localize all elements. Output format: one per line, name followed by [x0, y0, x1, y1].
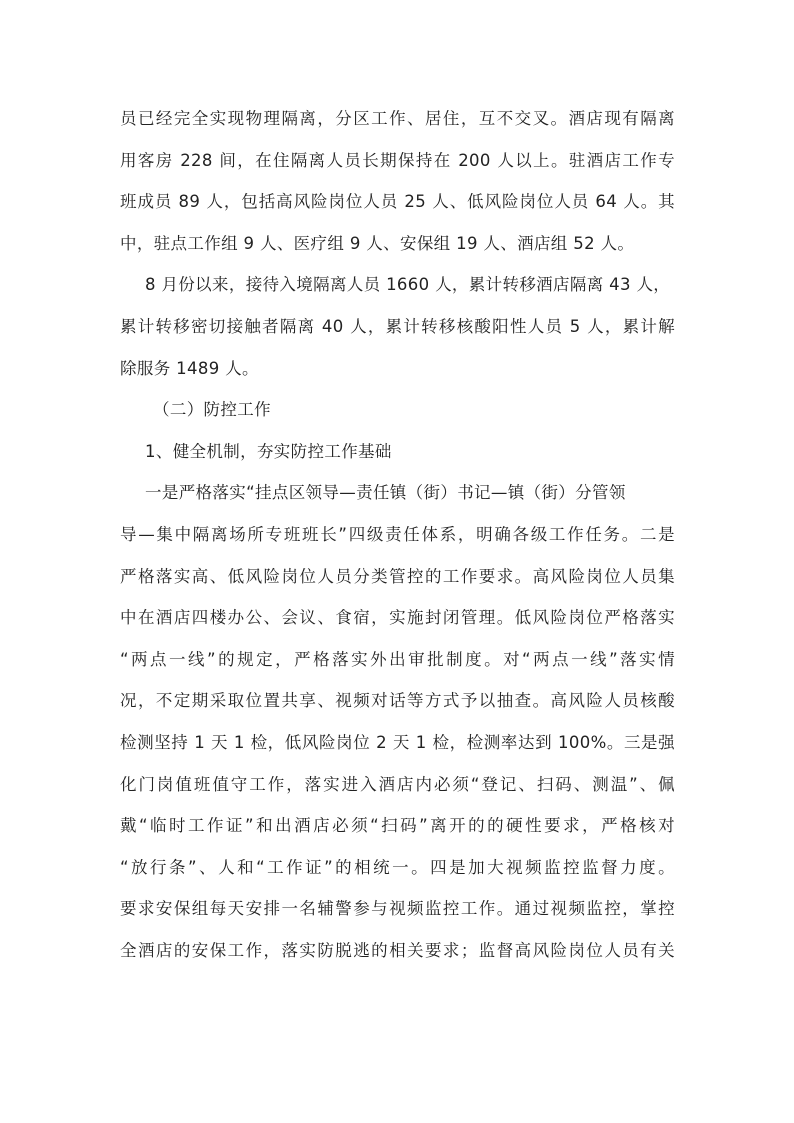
paragraph-line: 一是严格落实“挂点区领导—责任镇（街）书记—镇（街）分管领	[145, 483, 626, 503]
paragraph-line: 中，驻点工作组 9 人、医疗组 9 人、安保组 19 人、酒店组 52 人。	[120, 233, 635, 253]
paragraph-line: 严格落实高、低风险岗位人员分类管控的工作要求。高风险岗位人员集	[120, 566, 675, 586]
paragraph-line: 导—集中隔离场所专班班长”四级责任体系，明确各级工作任务。二是	[120, 524, 675, 544]
paragraph-line: 累计转移密切接触者隔离 40 人，累计转移核酸阳性人员 5 人，累计解	[120, 316, 675, 336]
paragraph-line: “放行条”、人和“工作证”的相统一。四是加大视频监控监督力度。	[120, 857, 675, 877]
paragraph-line: 员已经完全实现物理隔离，分区工作、居住，互不交叉。酒店现有隔离	[120, 109, 675, 128]
section-heading: （二）防控工作	[153, 400, 271, 420]
paragraph-line: 化门岗值班值守工作，落实进入酒店内必须“登记、扫码、测温”、佩	[120, 774, 675, 794]
paragraph-line: 8 月份以来，接待入境隔离人员 1660 人，累计转移酒店隔离 43 人，	[145, 275, 671, 295]
paragraph-line: 全酒店的安保工作，落实防脱逃的相关要求；监督高风险岗位人员有关	[120, 940, 675, 960]
paragraph-line: 况，不定期采取位置共享、视频对话等方式予以抽查。高风险人员核酸	[120, 691, 675, 711]
paragraph-line: 中在酒店四楼办公、会议、食宿，实施封闭管理。低风险岗位严格落实	[120, 608, 675, 628]
paragraph-line: 班成员 89 人，包括高风险岗位人员 25 人、低风险岗位人员 64 人。其	[120, 192, 675, 212]
paragraph-line: 检测坚持 1 天 1 检，低风险岗位 2 天 1 检，检测率达到 100%。三是强	[120, 732, 675, 752]
document-body	[120, 98, 675, 971]
paragraph-line: “两点一线”的规定，严格落实外出审批制度。对“两点一线”落实情	[120, 649, 675, 669]
paragraph-line: 用客房 228 间，在住隔离人员长期保持在 200 人以上。驻酒店工作专	[120, 150, 675, 170]
paragraph-line: 戴“临时工作证”和出酒店必须“扫码”离开的的硬性要求，严格核对	[120, 816, 675, 836]
paragraph-line: 除服务 1489 人。	[120, 358, 259, 378]
paragraph-line: 要求安保组每天安排一名辅警参与视频监控工作。通过视频监控，掌控	[120, 899, 675, 919]
subsection-heading: 1、健全机制，夯实防控工作基础	[145, 441, 392, 461]
